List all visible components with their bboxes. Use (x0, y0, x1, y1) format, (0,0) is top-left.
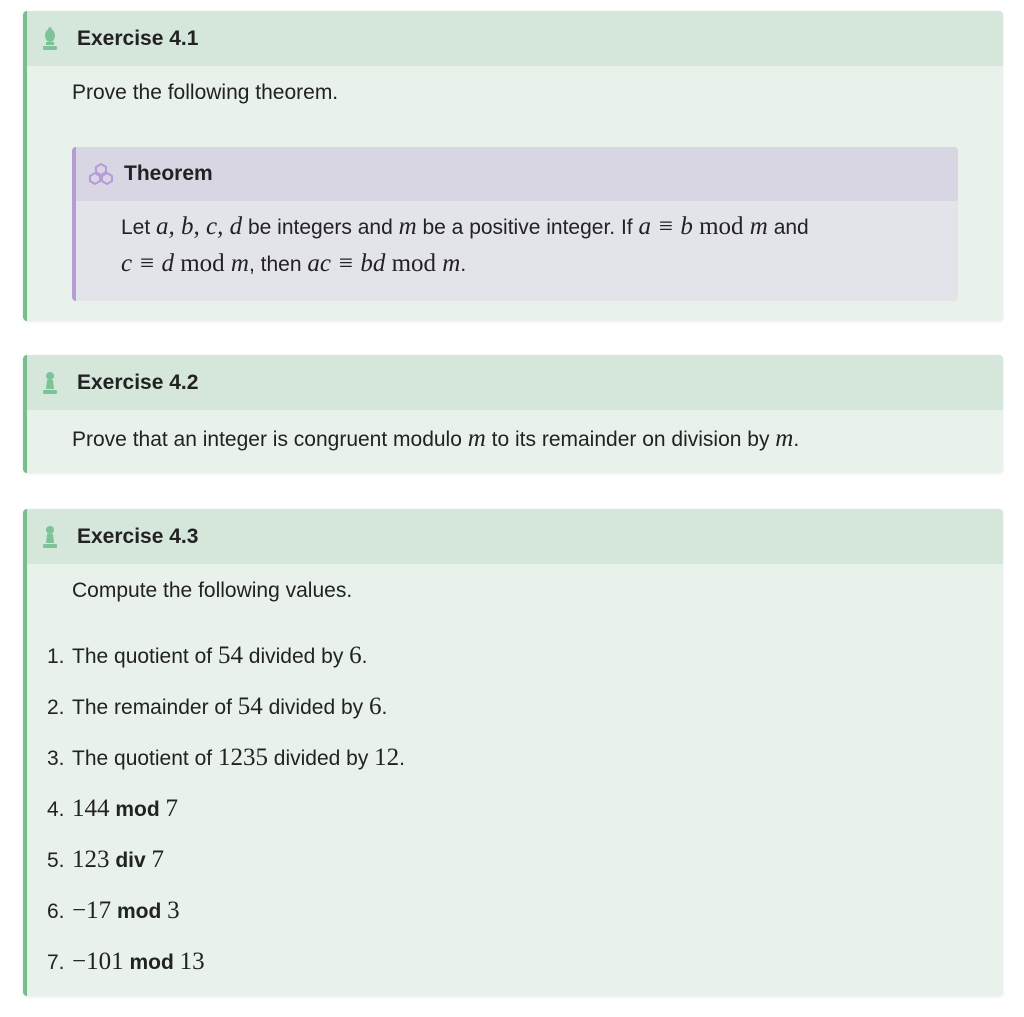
theorem-header (76, 147, 958, 201)
exercise-header (27, 355, 1003, 410)
exercise-title: Exercise 4.1 (77, 26, 199, 50)
theorem-title: Theorem (124, 162, 213, 185)
exercise-callout-4-3 (23, 509, 1003, 996)
list-item: 1. The quotient of 54 divided by 6. (47, 642, 368, 669)
exercise-callout-4-1 (23, 11, 1003, 321)
exercise-header (27, 11, 1003, 66)
exercise-title: Exercise 4.2 (77, 370, 199, 394)
list-item: 5. 123 div 7 (47, 846, 165, 873)
exercise-intro: Compute the following values. (72, 579, 353, 602)
list-item: 6. −17 mod 3 (47, 897, 180, 924)
theorem-callout (72, 147, 958, 301)
exercise-callout-4-2 (23, 355, 1003, 473)
list-item: 7. −101 mod 13 (47, 948, 205, 975)
exercise-header (27, 509, 1003, 564)
list-item: 2. The remainder of 54 divided by 6. (47, 693, 388, 720)
list-item: 4. 144 mod 7 (47, 795, 178, 822)
hexagon-cluster-icon (88, 163, 114, 185)
pawn-icon (41, 371, 61, 395)
exercise-text: Prove that an integer is congruent modulo m to its remainder on division by m. (72, 425, 800, 452)
exercise-intro: Prove the following theorem. (72, 81, 339, 104)
pawn-icon (41, 525, 61, 549)
theorem-line-1: Let a, b, c, d be integers and m be a positive integer. If a ≡ b mod m and (121, 213, 809, 240)
bishop-icon (41, 27, 61, 51)
theorem-line-2: c ≡ d mod m, then ac ≡ bd mod m. (121, 250, 467, 277)
exercise-title: Exercise 4.3 (77, 524, 199, 548)
list-item: 3. The quotient of 1235 divided by 12. (47, 744, 406, 771)
